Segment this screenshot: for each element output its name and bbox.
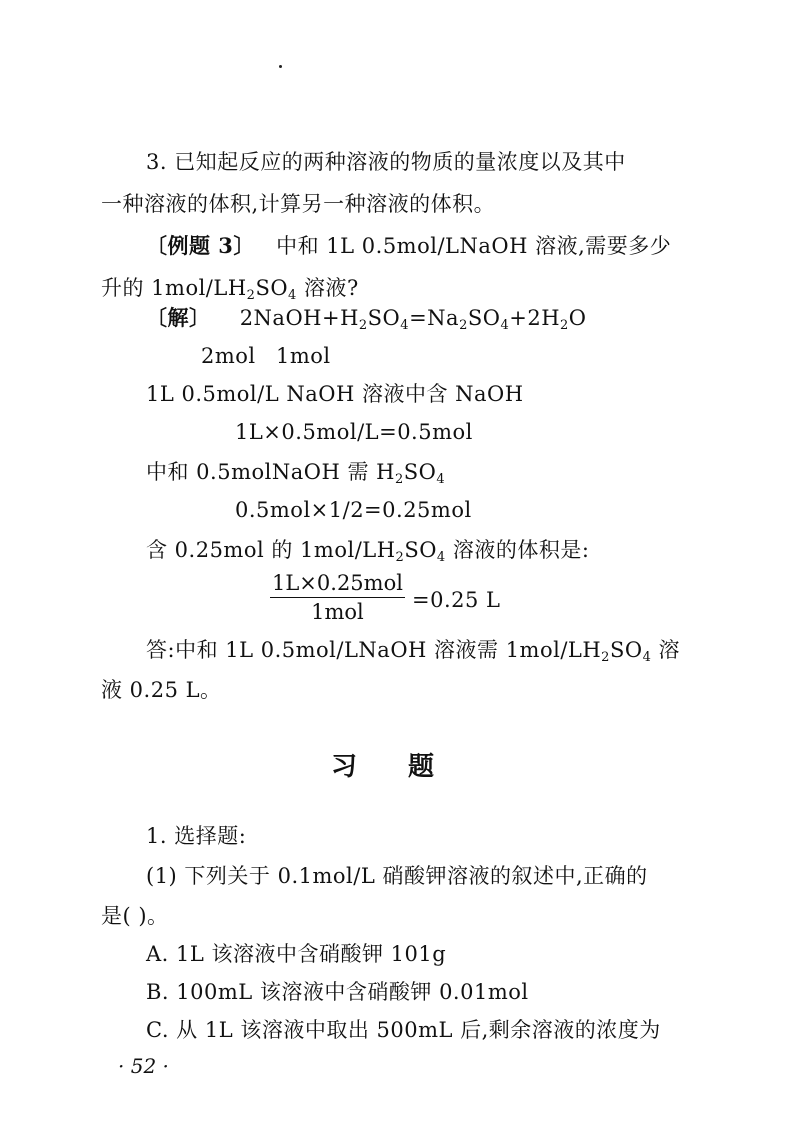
answer-line2: 液 0.25 L。	[101, 678, 222, 702]
fraction-numerator: 1L×0.25mol	[270, 570, 405, 598]
example-line2: 升的 $1mol/LH_2SO_4$ 溶液?	[101, 276, 359, 303]
section3-line2: 一种溶液的体积,计算另一种溶液的体积。	[101, 192, 496, 216]
question1-1-line2: 是( )。	[101, 904, 169, 928]
example-label: 〔例题 3〕	[146, 233, 255, 258]
moles-naoh: 2mol	[201, 344, 256, 368]
exercises-heading-char1: 习	[331, 752, 358, 782]
volume-fraction	[270, 570, 405, 626]
fraction-denominator: 1mol	[311, 600, 364, 624]
solution-step2: 中和 0.5molNaOH 需 $H_2SO_4$	[146, 460, 446, 487]
question1-title: 1. 选择题:	[146, 824, 247, 848]
solution-equation-line	[146, 304, 587, 340]
solution-step2-calc: 0.5mol×1/2=0.25mol	[235, 498, 472, 522]
top-mark	[279, 65, 282, 68]
option-b: B. 100mL 该溶液中含硝酸钾 0.01mol	[146, 980, 529, 1004]
question1-1-line1: (1) 下列关于 0.1mol/L 硝酸钾溶液的叙述中,正确的	[146, 864, 648, 888]
solution-step1: 1L 0.5mol/L NaOH 溶液中含 NaOH	[146, 382, 524, 406]
solution-label: 〔解〕	[146, 305, 211, 330]
example-text: 中和 1L 0.5mol/LNaOH 溶液,需要多少	[276, 234, 672, 258]
option-a: A. 1L 该溶液中含硝酸钾 101g	[146, 942, 447, 966]
chemical-equation: $2NaOH+H_2SO_4=Na_2SO_4+2H_2O$	[239, 306, 587, 333]
section3-line1: 3. 已知起反应的两种溶液的物质的量浓度以及其中	[146, 150, 626, 174]
answer-line1: 答:中和 1L 0.5mol/LNaOH 溶液需 $1mol/LH_2SO_4$ 溶	[146, 638, 681, 665]
solution-step3: 含 0.25mol 的 $1mol/LH_2SO_4$ 溶液的体积是:	[146, 538, 590, 565]
page-number: · 52 ·	[118, 1054, 169, 1078]
moles-h2so4: 1mol	[276, 344, 331, 368]
solution-step1-calc: 1L×0.5mol/L=0.5mol	[235, 420, 473, 444]
example-line1	[146, 232, 671, 260]
option-c: C. 从 1L 该溶液中取出 500mL 后,剩余溶液的浓度为	[146, 1018, 661, 1042]
exercises-heading-char2: 题	[408, 752, 435, 782]
fraction-result: =0.25 L	[412, 588, 501, 612]
